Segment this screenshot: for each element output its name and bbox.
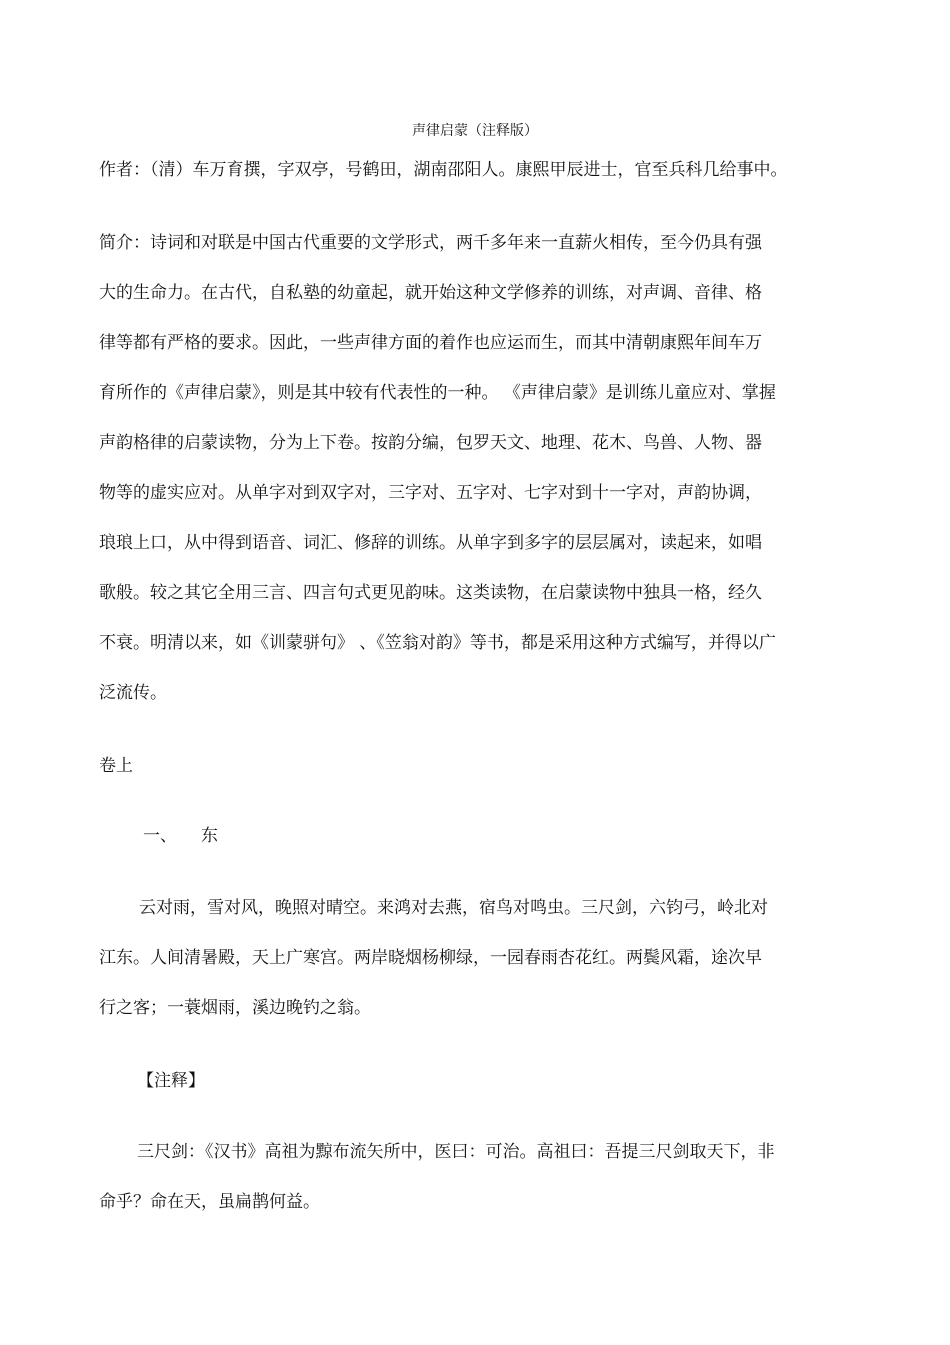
intro-line: 律等都有严格的要求。因此，一些声律方面的着作也应运而生，而其中清朝康熙年间车万 (99, 333, 762, 353)
note-line: 命乎？命在天，虽扁鹊何益。 (99, 1192, 320, 1212)
section-number: 一、 (143, 826, 177, 846)
intro-line: 声韵格律的启蒙读物，分为上下卷。按韵分编，包罗天文、地理、花木、鸟兽、人物、器 (99, 433, 762, 453)
section-name: 东 (201, 826, 218, 846)
intro-line: 琅琅上口，从中得到语音、词汇、修辞的训练。从单字到多字的层层属对，读起来，如唱 (99, 533, 762, 553)
note-line: 三尺剑：《汉书》高祖为黥布流矢所中，医曰：可治。高祖曰：吾提三尺剑取天下，非 (137, 1142, 775, 1162)
page-title: 声律启蒙（注释版） (412, 123, 538, 139)
intro-line: 育所作的《声律启蒙》，则是其中较有代表性的一种。 《声律启蒙》是训练儿童应对、掌握 (99, 383, 776, 403)
verse-line: 江东。人间清暑殿，天上广寒宫。两岸晓烟杨柳绿，一园春雨杏花红。两鬓风霜，途次早 (99, 948, 762, 968)
intro-line: 大的生命力。在古代，自私塾的幼童起，就开始这种文学修养的训练，对声调、音律、格 (99, 283, 762, 303)
intro-line: 不衰。明清以来，如《训蒙骈句》 、《笠翁对韵》等书，都是采用这种方式编写，并得以广 (99, 633, 776, 653)
intro-line: 简介：诗词和对联是中国古代重要的文学形式，两千多年来一直薪火相传，至今仍具有强 (99, 233, 762, 253)
intro-line: 泛流传。 (99, 683, 167, 703)
author-line: 作者：（清）车万育撰，字双亭，号鹤田，湖南邵阳人。康熙甲辰进士，官至兵科几给事中。 (99, 160, 788, 180)
volume-heading: 卷上 (99, 756, 133, 776)
notes-heading: 【注释】 (137, 1071, 205, 1091)
intro-line: 物等的虚实应对。从单字对到双字对，三字对、五字对、七字对到十一字对，声韵协调， (99, 483, 762, 503)
verse-line: 行之客；一蓑烟雨，溪边晚钓之翁。 (99, 998, 371, 1018)
verse-line: 云对雨，雪对风，晚照对晴空。来鸿对去燕，宿鸟对鸣虫。三尺剑，六钧弓，岭北对 (139, 898, 768, 918)
intro-line: 歌般。较之其它全用三言、四言句式更见韵味。这类读物，在启蒙读物中独具一格，经久 (99, 583, 762, 603)
